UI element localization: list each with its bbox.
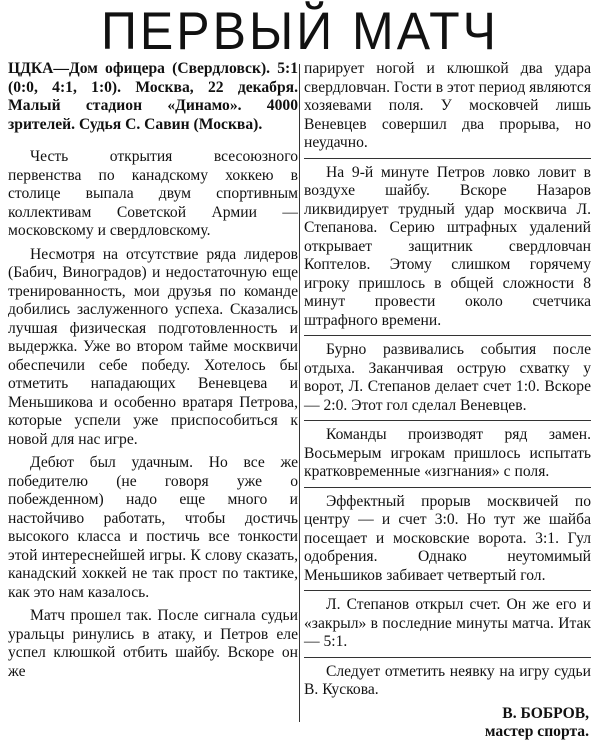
article-paragraph: Л. Степанов открыл счет. Он же его и «закрыл» в последние минуты матча. Итак — 5:1. (304, 596, 591, 650)
article-paragraph: Бурно развивались события после отдыха. Заканчивая острую схватку у ворот, Л. Степанов делает счет 1:0. Вскоре — 2:0. Этот гол сделал Веневцев. (304, 341, 591, 414)
article-paragraph: Несмотря на отсутствие ряда лидеров (Бабич, Виноградов) и недостаточную еще тренированность, мои друзья по команде добились заслуженного успеха. Сказались лучшая физическая подготовленность и выдержка. Уже во втором тайме москвичи обеспечили себе победу. Хотелось бы отметить нападающих Веневцева и Меньшикова и особенно вратаря Петрова, которые успели уже приспособиться к новой для нас игре. (8, 245, 298, 448)
article-paragraph: Матч прошел так. После сигнала судьи уральцы ринулись в атаку, и Петров еле успел клюшкой отбить шайбу. Вскоре он же (8, 607, 298, 680)
article-paragraph: Честь открытия всесоюзного первенства по канадскому хоккею в столице выпала двум спортивным коллективам Советской Армии — московскому и свердловскому. (8, 148, 298, 239)
right-column (304, 60, 591, 740)
article-paragraph: Дебют был удачным. Но все же победителю (не говоря уже о побежденном) надо еще много и настойчиво работать, чтобы достичь высокого класса и постичь все тонкости этой интереснейшей игры. К слову сказать, канадский хоккей не так прост по тактике, как это нам казалось. (8, 454, 298, 601)
column-divider (299, 64, 300, 722)
left-column (8, 60, 298, 730)
match-summary: ЦДКА—Дом офицера (Свердловск). 5:1 (0:0, 4:1, 1:0). Москва, 22 декабря. Малый стадион «Динамо». 4000 зрителей. Судья С. Савин (Москва). (8, 60, 298, 133)
section-rule (304, 420, 591, 421)
headline: ПЕРВЫЙ МАТЧ (100, 1, 500, 61)
author-title: мастер спорта. (484, 723, 589, 740)
article-paragraph: Эффектный прорыв москвичей по центру — и счет 3:0. Но тут же шайба посещает и московские ворота. 3:1. Гул одобрения. Однако неутомимый Меньшиков забивает четвертый гол. (304, 492, 591, 584)
section-rule (304, 487, 591, 488)
section-rule (304, 158, 591, 159)
byline (304, 705, 591, 742)
article-paragraph-continued: парирует ногой и клюшкой два удара свердловчан. Гости в этот период являются хозяевами поля. У московчей лишь Веневцев совершил два прорыва, но неудачно. (304, 60, 591, 151)
author-name: В. БОБРОВ, (502, 704, 589, 722)
article-paragraph: На 9-й минуте Петров ловко ловит в воздухе шайбу. Вскоре Назаров ликвидирует трудный удар москвича Л. Степанова. Серию штрафных удалений открывает защитник свердловчан Коптелов. Этому слишком горячему игроку пришлось в общей сложности 8 минут провести около счетчика штрафного времени. (304, 163, 591, 329)
article-paragraph: Команды производят ряд замен. Восьмерым игрокам пришлось испытать кратковременные «изгнания» с поля. (304, 426, 591, 480)
section-rule (304, 657, 591, 658)
section-rule (304, 590, 591, 591)
article-paragraph: Следует отметить неявку на игру судьи В. Кускова. (304, 662, 591, 698)
section-rule (304, 335, 591, 336)
